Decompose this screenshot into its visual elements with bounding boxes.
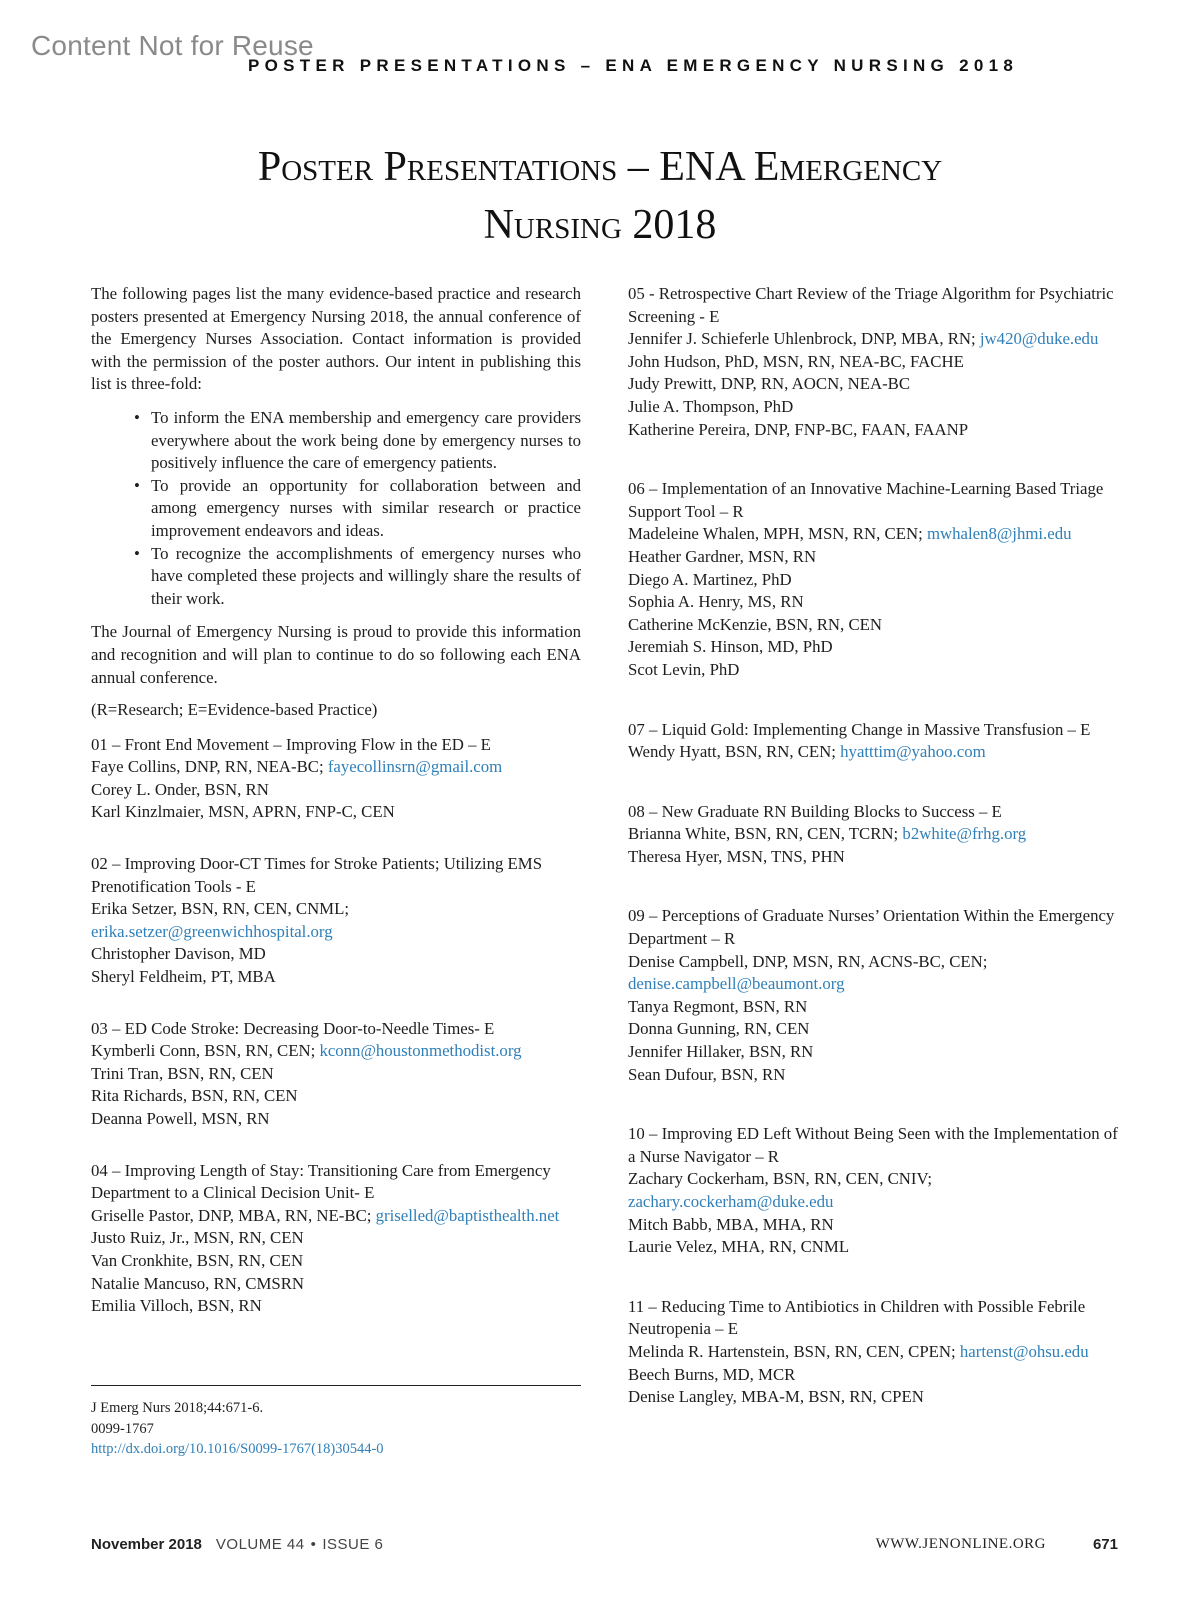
- lead-author: Griselle Pastor, DNP, MBA, RN, NE-BC; griselled@baptisthealth.net: [91, 1205, 560, 1225]
- lead-author: Jennifer J. Schieferle Uhlenbrock, DNP, MBA, RN; jw420@duke.edu: [628, 329, 1099, 349]
- lead-author: Melinda R. Hartenstein, BSN, RN, CEN, CPEN; hartenst@ohsu.edu: [628, 1341, 1089, 1361]
- aims-list: [91, 407, 581, 610]
- author: Scot Levin, PhD: [628, 659, 740, 679]
- lead-author: Zachary Cockerham, BSN, RN, CEN, CNIV;: [628, 1169, 933, 1189]
- poster-title: 10 – Improving ED Left Without Being Seen with the Implementation of a Nurse Navigator – R: [628, 1124, 1118, 1166]
- lead-author: Wendy Hyatt, BSN, RN, CEN; hyatttim@yahoo.com: [628, 742, 986, 762]
- email-link[interactable]: fayecollinsrn@gmail.com: [327, 757, 503, 777]
- email-link[interactable]: hartenst@ohsu.edu: [959, 1341, 1089, 1361]
- author: Denise Langley, MBA-M, BSN, RN, CPEN: [628, 1387, 924, 1407]
- author: Sheryl Feldheim, PT, MBA: [91, 967, 276, 987]
- poster-entry: [628, 719, 1118, 764]
- running-head: POSTER PRESENTATIONS – ENA EMERGENCY NURSING 2018: [248, 56, 1019, 75]
- poster-title: 09 – Perceptions of Graduate Nurses’ Orientation Within the Emergency Department – R: [628, 906, 1115, 949]
- email-link[interactable]: b2white@frhg.org: [902, 824, 1027, 844]
- poster-entry: [628, 905, 1118, 1086]
- poster-title: 06 – Implementation of an Innovative Machine-Learning Based Triage Support Tool – R: [628, 479, 1104, 521]
- poster-entry: [91, 1160, 581, 1318]
- author: Sean Dufour, BSN, RN: [628, 1064, 786, 1084]
- author: Rita Richards, BSN, RN, CEN: [91, 1086, 298, 1106]
- article-footnote: [91, 1385, 581, 1460]
- doi-link[interactable]: http://dx.doi.org/10.1016/S0099-1767(18)30544-0: [91, 1441, 384, 1457]
- volume: VOLUME 44: [215, 1536, 305, 1553]
- journal-paragraph: The Journal of Emergency Nursing is proud to provide this information and recognition and will plan to continue to do so following each ENA annual conference.: [91, 622, 581, 687]
- poster-entry: [628, 1123, 1118, 1259]
- lead-author: Denise Campbell, DNP, MSN, RN, ACNS-BC, CEN;: [628, 951, 988, 971]
- email-link[interactable]: zachary.cockerham@duke.edu: [628, 1192, 834, 1211]
- author: Heather Gardner, MSN, RN: [628, 546, 817, 566]
- author: Tanya Regmont, BSN, RN: [628, 996, 808, 1016]
- citation: J Emerg Nurs 2018;44:671-6.: [91, 1400, 264, 1416]
- bullet-icon: •: [134, 475, 140, 495]
- author: Christopher Davison, MD: [91, 944, 266, 964]
- watermark: Content Not for Reuse: [31, 30, 314, 61]
- poster-entry: [91, 1018, 581, 1131]
- author: Justo Ruiz, Jr., MSN, RN, CEN: [91, 1228, 304, 1248]
- issue-month: November 2018: [91, 1536, 202, 1553]
- page-footer: [91, 1536, 1118, 1558]
- lead-author: Faye Collins, DNP, RN, NEA-BC; fayecollinsrn@gmail.com: [91, 757, 503, 777]
- issue-info: [91, 1536, 383, 1553]
- list-item: [134, 543, 581, 611]
- legend: (R=Research; E=Evidence-based Practice): [91, 700, 378, 720]
- lead-author: Madeleine Whalen, MPH, MSN, RN, CEN; mwhalen8@jhmi.edu: [628, 524, 1072, 544]
- author: Diego A. Martinez, PhD: [628, 569, 792, 589]
- poster-entry: [628, 801, 1118, 869]
- poster-entry: [91, 853, 581, 989]
- intro-paragraph: The following pages list the many evidence-based practice and research posters presented at Emergency Nursing 2018, the annual conference of the Emergency Nurses Association. Contact information is provided with the permission of the poster authors. Our intent in publishing this list is three-fold:: [91, 284, 581, 394]
- author: Beech Burns, MD, MCR: [628, 1364, 796, 1384]
- author: Judy Prewitt, DNP, RN, AOCN, NEA-BC: [628, 374, 911, 394]
- list-item: [134, 407, 581, 475]
- author: Jeremiah S. Hinson, MD, PhD: [628, 637, 833, 657]
- bullet-icon: •: [134, 407, 140, 427]
- author: Van Cronkhite, BSN, RN, CEN: [91, 1250, 304, 1270]
- author: Catherine McKenzie, BSN, RN, CEN: [628, 614, 883, 634]
- author: Mitch Babb, MBA, MHA, RN: [628, 1214, 834, 1234]
- poster-title: 08 – New Graduate RN Building Blocks to Success – E: [628, 801, 1002, 821]
- poster-title: 01 – Front End Movement – Improving Flow in the ED – E: [91, 734, 491, 754]
- author: Jennifer Hillaker, BSN, RN: [628, 1042, 814, 1062]
- lead-author: Kymberli Conn, BSN, RN, CEN; kconn@houstonmethodist.org: [91, 1041, 522, 1061]
- issn: 0099-1767: [91, 1420, 154, 1437]
- email-link[interactable]: kconn@houstonmethodist.org: [319, 1041, 522, 1061]
- author: John Hudson, PhD, MSN, RN, NEA-BC, FACHE: [628, 351, 964, 371]
- right-column: [628, 283, 1118, 1446]
- poster-title: 05 - Retrospective Chart Review of the Triage Algorithm for Psychiatric Screening - E: [628, 284, 1114, 326]
- list-item: [134, 475, 581, 543]
- poster-title: 02 – Improving Door-CT Times for Stroke Patients; Utilizing EMS Prenotification Tools - E: [91, 854, 543, 896]
- poster-title: 04 – Improving Length of Stay: Transitioning Care from Emergency Department to a Clinical Decision Unit- E: [91, 1160, 551, 1203]
- website-link[interactable]: WWW.JENONLINE.ORG: [875, 1536, 1046, 1552]
- author: Emilia Villoch, BSN, RN: [91, 1296, 262, 1316]
- author: Sophia A. Henry, MS, RN: [628, 592, 804, 612]
- page-title: [0, 138, 1200, 254]
- list-item-text: To recognize the accomplishments of emergency nurses who have completed these projects and willingly share the results of their work.: [151, 543, 581, 608]
- poster-entry: [628, 478, 1118, 681]
- email-link[interactable]: jw420@duke.edu: [979, 329, 1099, 349]
- poster-entry: [91, 734, 581, 824]
- author: Katherine Pereira, DNP, FNP-BC, FAAN, FAANP: [628, 419, 969, 439]
- author: Deanna Powell, MSN, RN: [91, 1109, 270, 1128]
- issue-number: ISSUE 6: [322, 1536, 384, 1553]
- poster-title: 07 – Liquid Gold: Implementing Change in Massive Transfusion – E: [628, 719, 1091, 739]
- author: Donna Gunning, RN, CEN: [628, 1019, 810, 1039]
- title-line-2: Nursing 2018: [483, 202, 717, 248]
- poster-entry: [628, 1296, 1118, 1409]
- page-number: 671: [1092, 1536, 1118, 1553]
- author: Natalie Mancuso, RN, CMSRN: [91, 1273, 305, 1293]
- author: Karl Kinzlmaier, MSN, APRN, FNP-C, CEN: [91, 802, 395, 822]
- list-item-text: To provide an opportunity for collaboration between and among emergency nurses with similar research or practice improvement endeavors and ideas.: [151, 475, 581, 540]
- lead-author: Brianna White, BSN, RN, CEN, TCRN; b2white@frhg.org: [628, 824, 1027, 844]
- email-link[interactable]: erika.setzer@greenwichhospital.org: [91, 921, 333, 941]
- title-line-1: Poster Presentations – ENA Emergency: [257, 144, 943, 190]
- email-link[interactable]: denise.campbell@beaumont.org: [628, 974, 845, 994]
- list-item-text: To inform the ENA membership and emergency care providers everywhere about the work being done by emergency nurses to positively influence the care of emergency patients.: [151, 407, 581, 473]
- email-link[interactable]: griselled@baptisthealth.net: [375, 1205, 560, 1225]
- poster-entry: [628, 283, 1118, 441]
- author: Theresa Hyer, MSN, TNS, PHN: [628, 846, 845, 866]
- poster-title: 11 – Reducing Time to Antibiotics in Children with Possible Febrile Neutropenia – E: [628, 1296, 1086, 1339]
- author: Laurie Velez, MHA, RN, CNML: [628, 1237, 850, 1257]
- author: Julie A. Thompson, PhD: [628, 396, 794, 416]
- bullet-icon: •: [134, 543, 140, 563]
- author: Trini Tran, BSN, RN, CEN: [91, 1063, 274, 1083]
- bullet-icon: •: [310, 1536, 317, 1553]
- email-link[interactable]: hyatttim@yahoo.com: [840, 742, 986, 762]
- lead-author: Erika Setzer, BSN, RN, CEN, CNML;: [91, 899, 350, 919]
- author: Corey L. Onder, BSN, RN: [91, 779, 269, 799]
- poster-title: 03 – ED Code Stroke: Decreasing Door-to-Needle Times- E: [91, 1018, 495, 1038]
- left-column: [91, 283, 581, 1347]
- email-link[interactable]: mwhalen8@jhmi.edu: [926, 524, 1072, 544]
